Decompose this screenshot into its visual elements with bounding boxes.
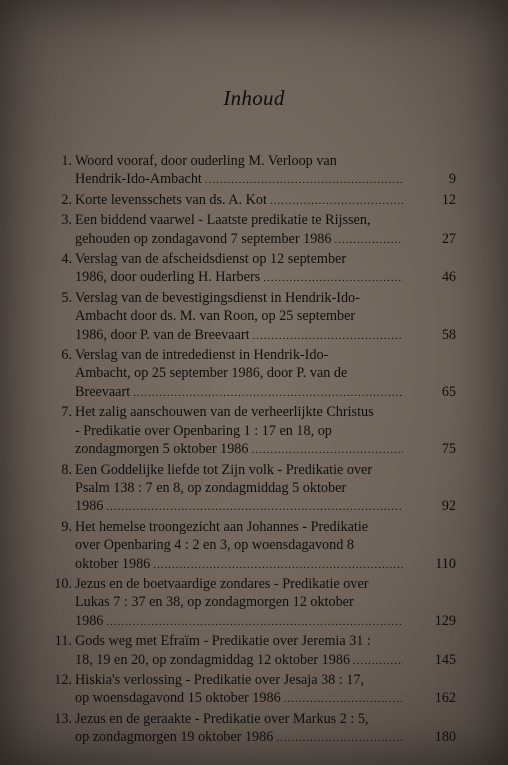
page-number: 180 — [434, 729, 456, 746]
entry-title-line: op woensdagavond 15 oktober 1986 — [75, 690, 281, 707]
page-number: 58 — [441, 326, 456, 343]
page-number: 65 — [441, 383, 456, 400]
entry-title-line: Breevaart — [75, 383, 131, 400]
entry-number: 11. — [54, 633, 72, 650]
entry-title-line: gehouden op zondagavond 7 september 1986 — [75, 230, 332, 247]
entry-title-line: 1986 — [75, 498, 104, 515]
toc-entry — [50, 346, 456, 402]
page-number: 75 — [441, 441, 456, 458]
entry-title-line: Een Goddelijke liefde tot Zijn volk - Predikatie over — [75, 461, 373, 478]
leader-dots — [284, 690, 403, 708]
entry-title-line: Het zalig aanschouwen van de verheerlijkte Christus — [75, 404, 374, 421]
entry-number: 3. — [61, 212, 72, 229]
entry-number: 13. — [54, 710, 72, 727]
entry-number: 8. — [61, 461, 72, 478]
entry-number: 1. — [61, 153, 72, 169]
toc-entry — [50, 461, 456, 517]
toc-entry — [50, 518, 456, 574]
entry-title-line: 18, 19 en 20, op zondagmiddag 12 oktober 1986 — [75, 651, 351, 668]
leader-dots — [205, 171, 403, 189]
entry-title-line: Woord vooraf, door ouderling M. Verloop van — [75, 153, 337, 169]
page-number: 46 — [441, 269, 456, 286]
entry-number: 4. — [61, 251, 72, 268]
entry-title-line: oktober 1986 — [75, 555, 151, 572]
toc-entry — [50, 152, 456, 190]
entry-title-line: Jezus en de geraakte - Predikatie over Markus 2 : 5, — [75, 710, 369, 727]
toc-entry — [50, 710, 456, 748]
entry-title-line: Verslag van de bevestigingsdienst in Hendrik-Ido- — [75, 289, 360, 306]
leader-dots — [253, 327, 403, 345]
entry-title-line: - Predikatie over Openbaring 1 : 17 en 18, op — [75, 422, 332, 439]
entry-title-line: Een biddend vaarwel - Laatste predikatie te Rijssen, — [75, 212, 371, 229]
entry-title-line: Hiskia's verlossing - Predikatie over Jesaja 38 : 17, — [75, 671, 365, 688]
leader-dots — [353, 652, 403, 670]
toc-entry — [50, 403, 456, 459]
entry-title-line: Het hemelse troongezicht aan Johannes - Predikatie — [75, 518, 369, 535]
entry-title-line: 1986, door P. van de Breevaart — [75, 326, 250, 343]
toc-entry — [50, 191, 456, 210]
entry-number: 9. — [61, 518, 72, 535]
toc-entry — [50, 250, 456, 288]
entry-title-line: Ambacht door ds. M. van Roon, op 25 september — [75, 308, 356, 325]
entry-title-line: Verslag van de intrededienst in Hendrik-Ido- — [75, 347, 329, 364]
table-of-contents — [50, 152, 456, 749]
toc-entry — [50, 289, 456, 345]
entry-title-line: Psalm 138 : 7 en 8, op zondagmiddag 5 oktober — [75, 479, 347, 496]
entry-title-line: Hendrik-Ido-Ambacht — [75, 171, 202, 188]
entry-title-line: op zondagmorgen 19 oktober 1986 — [75, 729, 274, 746]
entry-title-line: 1986, door ouderling H. Harbers — [75, 269, 261, 286]
entry-number: 7. — [61, 404, 72, 421]
entry-title-line: Jezus en de boetvaardige zondares - Predikatie over — [75, 575, 369, 592]
toc-entry — [50, 575, 456, 631]
leader-dots — [252, 441, 404, 459]
entry-title-line: over Openbaring 4 : 2 en 3, op woensdagavond 8 — [75, 537, 354, 554]
page-number: 92 — [441, 498, 456, 515]
toc-entry — [50, 211, 456, 249]
entry-title-line: Ambacht, op 25 september 1986, door P. van de — [75, 365, 348, 382]
page-number: 145 — [434, 651, 456, 668]
page-number: 27 — [441, 230, 456, 247]
entry-title-line: Verslag van de afscheidsdienst op 12 september — [75, 251, 347, 268]
page-number: 9 — [448, 171, 456, 188]
entry-title-line: 1986 — [75, 612, 104, 629]
leader-dots — [133, 384, 403, 402]
entry-number: 6. — [61, 347, 72, 364]
toc-entry — [50, 632, 456, 670]
page-number: 110 — [435, 555, 456, 572]
entry-number: 5. — [61, 289, 72, 306]
leader-dots — [335, 231, 404, 249]
leader-dots — [153, 556, 403, 574]
page-number: 129 — [434, 612, 456, 629]
entry-title-line: Lukas 7 : 37 en 38, op zondagmorgen 12 oktober — [75, 594, 354, 611]
entry-title-line: Korte levensschets van ds. A. Kot — [75, 191, 267, 208]
leader-dots — [276, 729, 403, 747]
entry-number: 2. — [61, 191, 72, 208]
leader-dots — [270, 192, 403, 210]
leader-dots — [106, 498, 403, 516]
leader-dots — [263, 269, 403, 287]
entry-number: 10. — [54, 575, 72, 592]
page-number: 12 — [441, 191, 456, 208]
entry-title-line: zondagmorgen 5 oktober 1986 — [75, 441, 249, 458]
toc-entry — [50, 671, 456, 709]
leader-dots — [106, 613, 403, 631]
page-title: Inhoud — [223, 86, 285, 110]
entry-number: 12. — [54, 671, 72, 688]
page-number: 162 — [434, 690, 456, 707]
entry-title-line: Gods weg met Efraïm - Predikatie over Jeremia 31 : — [75, 633, 371, 650]
